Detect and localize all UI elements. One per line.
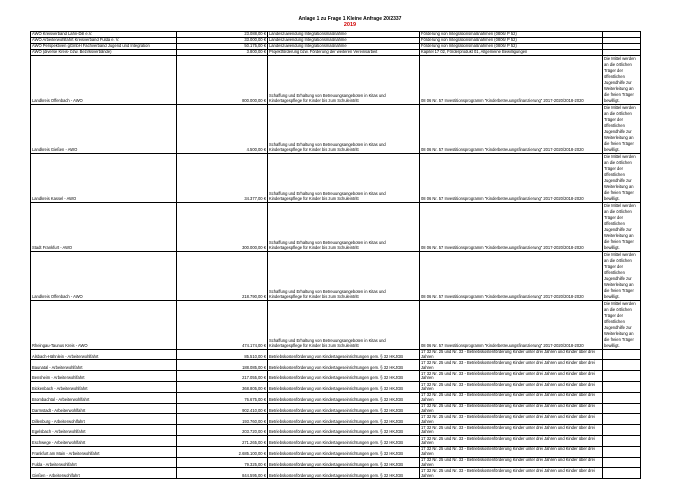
table-row — [31, 202, 641, 251]
purpose-cell: Betriebskostenförderung von Kindertageseinrichtungen gem. § 32 HKJGB — [268, 392, 420, 403]
amount-cell: 76.675,00 € — [177, 392, 268, 403]
program-cell: Förderung von Integrationsmaßnahmen (0806/ P 52) — [420, 43, 603, 49]
recipient-cell: Dillenburg - Arbeiterwohlfahrt — [31, 414, 177, 425]
note-cell: Die Mittel werden an die örtlichen Träger der öffentlichen Jugendhilfe zur Weiterleitung an die freien Träger bewilligt. — [603, 251, 641, 300]
table-row — [31, 425, 641, 436]
recipient-cell: Landkreis Offenbach - AWO — [31, 251, 177, 300]
program-cell: 17 32 Nr. 25 und Nr. 33 - Betriebskostenförderung Kinder unter drei Jahren und Kinder über drei Jahren — [420, 392, 603, 403]
purpose-cell: Betriebskostenförderung von Kindertageseinrichtungen gem. § 32 HKJGB — [268, 457, 420, 468]
recipient-cell: Alsbach-Hähnlein - Arbeiterwohlfahrt — [31, 349, 177, 360]
recipient-cell: AWO Arbeiterwohlfahrt Kreisverband Fulda e. V. — [31, 37, 177, 43]
purpose-cell: Betriebskostenförderung von Kindertageseinrichtungen gem. § 32 HKJGB — [268, 446, 420, 457]
amount-cell: 79.325,00 € — [177, 457, 268, 468]
note-cell — [603, 457, 641, 468]
program-cell: 17 32 Nr. 25 und Nr. 33 - Betriebskostenförderung Kinder unter drei Jahren und Kinder über drei Jahren — [420, 446, 603, 457]
note-cell — [603, 360, 641, 371]
recipient-cell: Fulda - Arbeiterwohlfahrt — [31, 457, 177, 468]
program-cell: 17 32 Nr. 25 und Nr. 33 - Betriebskostenförderung Kinder unter drei Jahren und Kinder über drei Jahren — [420, 414, 603, 425]
amount-cell: 844.595,00 € — [177, 468, 268, 479]
note-cell — [603, 349, 641, 360]
amount-cell: 2.685.100,00 € — [177, 446, 268, 457]
amount-cell: 3.800,00 € — [177, 49, 268, 55]
amount-cell: 34.377,00 € — [177, 153, 268, 202]
amount-cell: 23.088,00 € — [177, 32, 268, 38]
table-row — [31, 403, 641, 414]
purpose-cell: Betriebskostenförderung von Kindertageseinrichtungen gem. § 32 HKJGB — [268, 403, 420, 414]
table-row — [31, 153, 641, 202]
amount-cell: 193.760,00 € — [177, 414, 268, 425]
funding-table — [30, 31, 641, 479]
purpose-cell: Landeszuwendung Integrationsmaßnahme — [268, 37, 420, 43]
purpose-cell: Betriebskostenförderung von Kindertageseinrichtungen gem. § 32 HKJGB — [268, 360, 420, 371]
purpose-cell: Schaffung und Erhaltung von Betreuungsangeboten in Kitas und Kindertagespflege für Kinder bis zum Schuleintritt — [268, 202, 420, 251]
program-cell: 08 06 Nr. 57 Investitionsprogramm "Kinderbetreuungsfinanzierung" 2017-2020/2018-2020 — [420, 55, 603, 104]
amount-cell: 188.085,00 € — [177, 360, 268, 371]
table-row — [31, 104, 641, 153]
program-cell: 17 32 Nr. 25 und Nr. 33 - Betriebskostenförderung Kinder unter drei Jahren und Kinder über drei Jahren — [420, 371, 603, 382]
program-cell: Kapitel 17 02, Förderprodukt 01, Allgemeine Bewilligungen — [420, 49, 603, 55]
recipient-cell: Rheingau-Taunus Kreis - AWO — [31, 300, 177, 349]
recipient-cell: Landkreis Offenbach - AWO — [31, 55, 177, 104]
note-cell — [603, 403, 641, 414]
amount-cell: 218.790,00 € — [177, 251, 268, 300]
note-cell — [603, 446, 641, 457]
table-row — [31, 360, 641, 371]
program-cell: 17 32 Nr. 25 und Nr. 33 - Betriebskostenförderung Kinder unter drei Jahren und Kinder über drei Jahren — [420, 425, 603, 436]
recipient-cell: Landkreis Gießen - AWO — [31, 104, 177, 153]
note-cell: Die Mittel werden an die örtlichen Träger der öffentlichen Jugendhilfe zur Weiterleitung an die freien Träger bewilligt. — [603, 300, 641, 349]
recipient-cell: AWO (diverse Kreis- bzw. Bezirksverbände) — [31, 49, 177, 55]
note-cell: Die Mittel werden an die örtlichen Träger der öffentlichen Jugendhilfe zur Weiterleitung an die freien Träger bewilligt. — [603, 55, 641, 104]
program-cell: 08 06 Nr. 57 Investitionsprogramm "Kinderbetreuungsfinanzierung" 2017-2020/2018-2020 — [420, 202, 603, 251]
program-cell: 08 06 Nr. 57 Investitionsprogramm "Kinderbetreuungsfinanzierung" 2017-2020/2018-2020 — [420, 104, 603, 153]
note-cell: Die Mittel werden an die örtlichen Träger der öffentlichen Jugendhilfe zur Weiterleitung an die freien Träger bewilligt. — [603, 104, 641, 153]
recipient-cell: Frankfurt am Main - Arbeiterwohlfahrt — [31, 446, 177, 457]
recipient-cell: Baunatal - Arbeiterwohlfahrt — [31, 360, 177, 371]
purpose-cell: Betriebskostenförderung von Kindertageseinrichtungen gem. § 32 HKJGB — [268, 435, 420, 446]
table-row — [31, 371, 641, 382]
amount-cell: 368.805,00 € — [177, 381, 268, 392]
recipient-cell: Darmstadt - Arbeiterwohlfahrt — [31, 403, 177, 414]
program-cell: 08 06 Nr. 57 Investitionsprogramm "Kinderbetreuungsfinanzierung" 2017-2020/2018-2020 — [420, 153, 603, 202]
table-row — [31, 55, 641, 104]
recipient-cell: Bensheim - Arbeiterwohlfahrt — [31, 371, 177, 382]
purpose-cell: Betriebskostenförderung von Kindertageseinrichtungen gem. § 32 HKJGB — [268, 371, 420, 382]
program-cell: 17 32 Nr. 25 und Nr. 33 - Betriebskostenförderung Kinder unter drei Jahren und Kinder über drei Jahren — [420, 457, 603, 468]
amount-cell: 50.175,00 € — [177, 43, 268, 49]
amount-cell: 4.500,00 € — [177, 104, 268, 153]
recipient-cell: Gießen - Arbeiterwohlfahrt — [31, 468, 177, 479]
table-row — [31, 457, 641, 468]
note-cell: Die Mittel werden an die örtlichen Träger der öffentlichen Jugendhilfe zur Weiterleitung an die freien Träger bewilligt. — [603, 153, 641, 202]
purpose-cell: Betriebskostenförderung von Kindertageseinrichtungen gem. § 32 HKJGB — [268, 468, 420, 479]
program-cell: 17 32 Nr. 25 und Nr. 33 - Betriebskostenförderung Kinder unter drei Jahren und Kinder über drei Jahren — [420, 360, 603, 371]
table-row — [31, 414, 641, 425]
recipient-cell: AWO Kreisverband Lahn-Dill e.V. — [31, 32, 177, 38]
program-cell: 17 32 Nr. 25 und Nr. 33 - Betriebskostenförderung Kinder unter drei Jahren und Kinder über drei Jahren — [420, 468, 603, 479]
purpose-cell: Betriebskostenförderung von Kindertageseinrichtungen gem. § 32 HKJGB — [268, 425, 420, 436]
amount-cell: 33.000,00 € — [177, 37, 268, 43]
recipient-cell: Brombachtal - Arbeiterwohlfahrt — [31, 392, 177, 403]
purpose-cell: Landeszuwendung Integrationsmaßnahme — [268, 32, 420, 38]
table-row — [31, 300, 641, 349]
purpose-cell: Schaffung und Erhaltung von Betreuungsangeboten in Kitas und Kindertagespflege für Kinder bis zum Schuleintritt — [268, 104, 420, 153]
table-row — [31, 349, 641, 360]
recipient-cell: Egelsbach - Arbeiterwohlfahrt — [31, 425, 177, 436]
purpose-cell: Schaffung und Erhaltung von Betreuungsangeboten in Kitas und Kindertagespflege für Kinder bis zum Schuleintritt — [268, 153, 420, 202]
table-row — [31, 468, 641, 479]
table-row — [31, 435, 641, 446]
amount-cell: 271.265,00 € — [177, 435, 268, 446]
note-cell — [603, 468, 641, 479]
amount-cell: 217.055,00 € — [177, 371, 268, 382]
program-cell: 17 32 Nr. 25 und Nr. 33 - Betriebskostenförderung Kinder unter drei Jahren und Kinder über drei Jahren — [420, 349, 603, 360]
table-row — [31, 251, 641, 300]
document-year: 2019 — [343, 22, 357, 28]
recipient-cell: Landkreis Kassel - AWO — [31, 153, 177, 202]
purpose-cell: Schaffung und Erhaltung von Betreuungsangeboten in Kitas und Kindertagespflege für Kinder bis zum Schuleintritt — [268, 55, 420, 104]
recipient-cell: Eschwege - Arbeiterwohlfahrt — [31, 435, 177, 446]
amount-cell: 800.000,00 € — [177, 55, 268, 104]
amount-cell: 474.174,00 € — [177, 300, 268, 349]
program-cell: 17 32 Nr. 25 und Nr. 33 - Betriebskostenförderung Kinder unter drei Jahren und Kinder über drei Jahren — [420, 435, 603, 446]
table-row — [31, 446, 641, 457]
program-cell: Förderung von Integrationsmaßnahmen (0806/ P 52) — [420, 32, 603, 38]
program-cell: 08 06 Nr. 57 Investitionsprogramm "Kinderbetreuungsfinanzierung" 2017-2020/2018-2020 — [420, 251, 603, 300]
amount-cell: 902.410,00 € — [177, 403, 268, 414]
purpose-cell: Projektförderung bzw. Förderung der weiteren Vereinsarbeit — [268, 49, 420, 55]
note-cell — [603, 392, 641, 403]
amount-cell: 203.720,00 € — [177, 425, 268, 436]
note-cell — [603, 414, 641, 425]
purpose-cell: Landeszuwendung Integrationsmaßnahme — [268, 43, 420, 49]
note-cell — [603, 381, 641, 392]
program-cell: 17 32 Nr. 25 und Nr. 33 - Betriebskostenförderung Kinder unter drei Jahren und Kinder über drei Jahren — [420, 381, 603, 392]
recipient-cell: Stadt Frankfurt - AWO — [31, 202, 177, 251]
note-cell — [603, 435, 641, 446]
recipient-cell: AWO Perspektiven gGmbH Fachverband Jugend und Integration — [31, 43, 177, 49]
table-row — [31, 381, 641, 392]
note-cell — [603, 371, 641, 382]
amount-cell: 85.510,00 € — [177, 349, 268, 360]
purpose-cell: Schaffung und Erhaltung von Betreuungsangeboten in Kitas und Kindertagespflege für Kinder bis zum Schuleintritt — [268, 251, 420, 300]
amount-cell: 300.000,00 € — [177, 202, 268, 251]
note-cell — [603, 425, 641, 436]
document-title: Anlage 1 zu Frage 1 Kleine Anfrage 20/2337 — [298, 16, 402, 22]
purpose-cell: Betriebskostenförderung von Kindertageseinrichtungen gem. § 32 HKJGB — [268, 414, 420, 425]
table-row — [31, 392, 641, 403]
recipient-cell: Bickenbach - Arbeiterwohlfahrt — [31, 381, 177, 392]
purpose-cell: Betriebskostenförderung von Kindertageseinrichtungen gem. § 32 HKJGB — [268, 381, 420, 392]
purpose-cell: Betriebskostenförderung von Kindertageseinrichtungen gem. § 32 HKJGB — [268, 349, 420, 360]
program-cell: 17 32 Nr. 25 und Nr. 33 - Betriebskostenförderung Kinder unter drei Jahren und Kinder über drei Jahren — [420, 403, 603, 414]
program-cell: Förderung von Integrationsmaßnahmen (0806/ P 52) — [420, 37, 603, 43]
program-cell: 08 06 Nr. 57 Investitionsprogramm "Kinderbetreuungsfinanzierung" 2017-2020/2018-2020 — [420, 300, 603, 349]
note-cell: Die Mittel werden an die örtlichen Träger der öffentlichen Jugendhilfe zur Weiterleitung an die freien Träger bewilligt. — [603, 202, 641, 251]
purpose-cell: Schaffung und Erhaltung von Betreuungsangeboten in Kitas und Kindertagespflege für Kinder bis zum Schuleintritt — [268, 300, 420, 349]
